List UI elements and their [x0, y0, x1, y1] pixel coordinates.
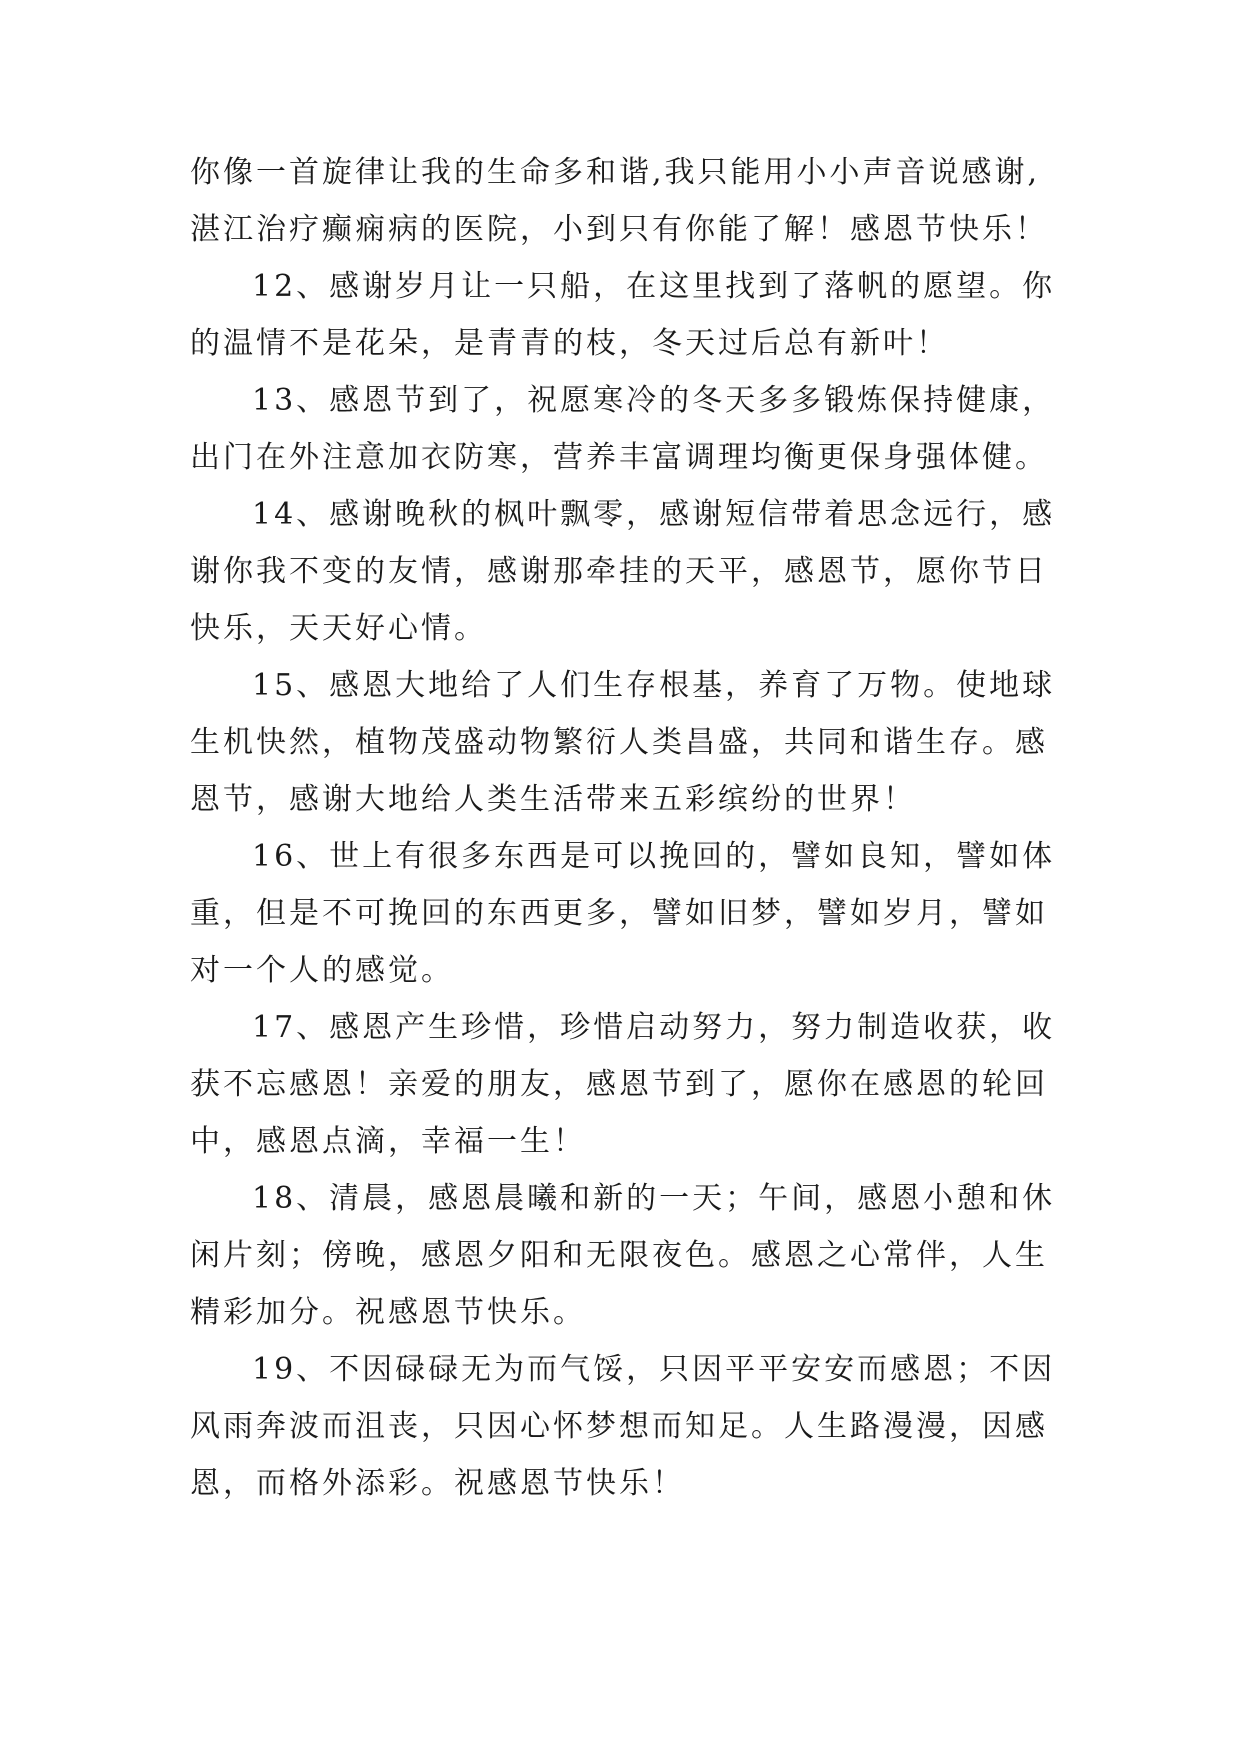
- text-line: 获不忘感恩！亲爱的朋友，感恩节到了，愿你在感恩的轮回: [190, 1067, 1048, 1102]
- item-16-line: 16、世上有很多东西是可以挽回的，譬如良知，譬如体: [252, 839, 1056, 874]
- text-line: 精彩加分。祝感恩节快乐。: [190, 1295, 586, 1330]
- text-line: 快乐，天天好心情。: [190, 611, 487, 646]
- text-line: 闲片刻；傍晚，感恩夕阳和无限夜色。感恩之心常伴，人生: [190, 1238, 1048, 1273]
- item-13-line: 13、感恩节到了，祝愿寒冷的冬天多多锻炼保持健康，: [252, 383, 1056, 418]
- text-line: 你像一首旋律让我的生命多和谐,我只能用小小声音说感谢,: [190, 155, 1041, 190]
- document-body: [190, 155, 1090, 1523]
- text-line: 湛江治疗癫痫病的医院，小到只有你能了解！感恩节快乐！: [190, 212, 1048, 247]
- text-line: 中，感恩点滴，幸福一生！: [190, 1124, 586, 1159]
- item-15-line: 15、感恩大地给了人们生存根基，养育了万物。使地球: [252, 668, 1056, 703]
- item-12-line: 12、感谢岁月让一只船，在这里找到了落帆的愿望。你: [252, 269, 1056, 304]
- item-18-line: 18、清晨，感恩晨曦和新的一天；午间，感恩小憩和休: [252, 1181, 1056, 1216]
- text-line: 谢你我不变的友情，感谢那牵挂的天平，感恩节，愿你节日: [190, 554, 1048, 589]
- text-line: 恩，而格外添彩。祝感恩节快乐！: [190, 1466, 685, 1501]
- text-line: 生机快然，植物茂盛动物繁衍人类昌盛，共同和谐生存。感: [190, 725, 1048, 760]
- text-line: 对一个人的感觉。: [190, 953, 454, 988]
- text-line: 恩节，感谢大地给人类生活带来五彩缤纷的世界！: [190, 782, 916, 817]
- text-line: 出门在外注意加衣防寒，营养丰富调理均衡更保身强体健。: [190, 440, 1048, 475]
- item-19-line: 19、不因碌碌无为而气馁，只因平平安安而感恩；不因: [252, 1352, 1056, 1387]
- text-line: 重，但是不可挽回的东西更多，譬如旧梦，譬如岁月，譬如: [190, 896, 1048, 931]
- text-line: 风雨奔波而沮丧，只因心怀梦想而知足。人生路漫漫，因感: [190, 1409, 1048, 1444]
- item-14-line: 14、感谢晚秋的枫叶飘零，感谢短信带着思念远行，感: [252, 497, 1056, 532]
- item-17-line: 17、感恩产生珍惜，珍惜启动努力，努力制造收获，收: [252, 1010, 1056, 1045]
- text-line: 的温情不是花朵，是青青的枝，冬天过后总有新叶！: [190, 326, 949, 361]
